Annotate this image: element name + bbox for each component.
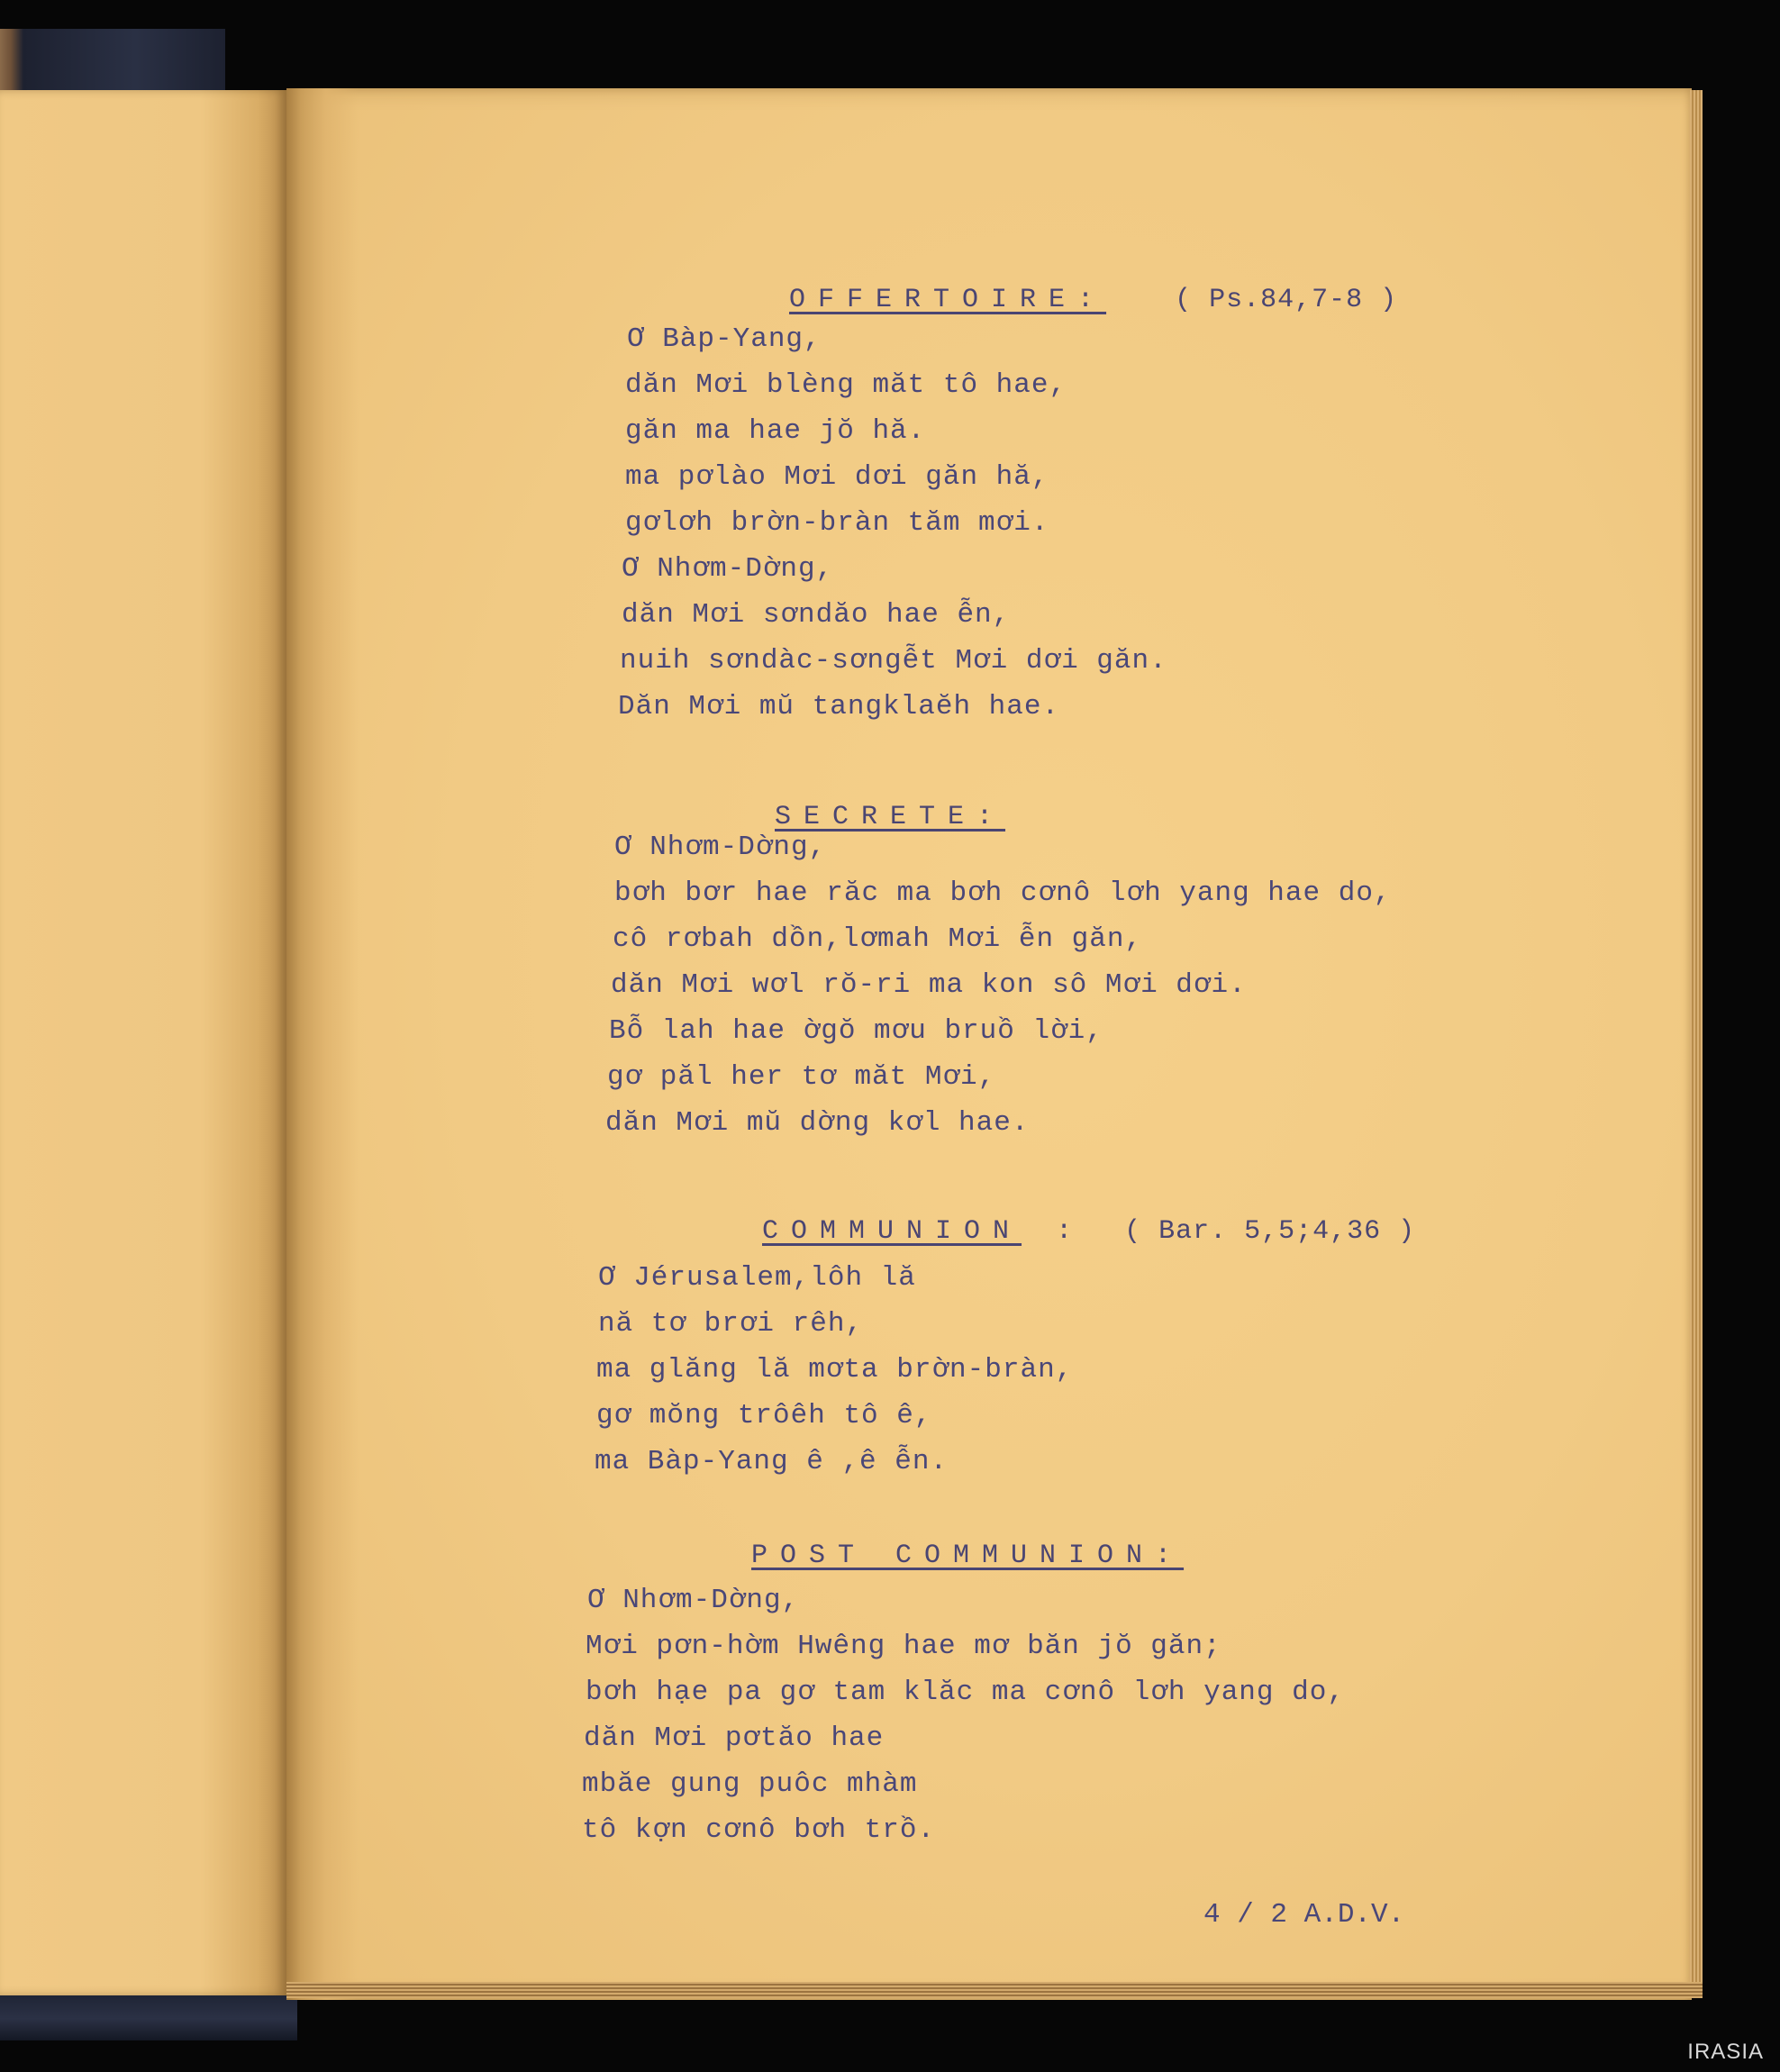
watermark: IRASIA [1687, 2040, 1764, 2064]
secrete-line: dăn Mơi mŭ dờng kơl hae. [605, 1107, 1030, 1139]
post-communion-line: bơh hạe pa gơ tam klăc ma cơnô lơh yang do, [586, 1677, 1345, 1708]
communion-title: COMMUNION [762, 1216, 1022, 1247]
secrete-line: Ơ Nhơm-Dờng, [614, 832, 827, 863]
post-communion-title: POST COMMUNION: [751, 1540, 1185, 1571]
offertoire-line: Ơ Bàp-Yang, [627, 323, 822, 355]
secrete-title: SECRETE: [775, 802, 1006, 832]
offertoire-line: ma pơlào Mơi dơi găn hă, [625, 461, 1049, 493]
post-communion-line: Mơi pơn-hờm Hwêng hae mơ băn jŏ găn; [586, 1631, 1221, 1662]
offertoire-line: dăn Mơi blèng măt tô hae, [625, 369, 1067, 401]
post-communion-line: dăn Mơi pơtăo hae [584, 1722, 885, 1754]
secrete-line: gơ păl her tơ măt Mơi, [607, 1061, 996, 1093]
secrete-line: dăn Mơi wơl rŏ-ri ma kon sô Mơi dơi. [611, 969, 1247, 1001]
communion-line: ma glăng lă mơta brờn-bràn, [596, 1354, 1074, 1386]
communion-reference: ( Bar. 5,5;4,36 ) [1124, 1216, 1416, 1247]
offertoire-line: dăn Mơi sơndăo hae ễn, [622, 599, 1011, 631]
page-footer-reference: 4 / 2 A.D.V. [1203, 1899, 1405, 1931]
communion-colon: : [1056, 1216, 1074, 1247]
offertoire-line: Ơ Nhơm-Dờng, [622, 553, 834, 585]
offertoire-reference: ( Ps.84,7-8 ) [1175, 285, 1398, 315]
post-communion-line: tô kợn cơnô bơh trồ. [582, 1814, 936, 1846]
communion-line: ma Bàp-Yang ê ,ê ễn. [595, 1446, 949, 1477]
secrete-line: cô rơbah dồn,lơmah Mơi ễn găn, [613, 923, 1143, 955]
offertoire-line: gơlơh brờn-bràn tăm mơi. [625, 507, 1049, 539]
offertoire-title: OFFERTOIRE: [789, 285, 1107, 315]
offertoire-heading [721, 254, 1397, 346]
post-communion-line: mbăe gung puôc mhàm [582, 1768, 918, 1800]
offertoire-line: Dăn Mơi mŭ tangklaĕh hae. [618, 691, 1060, 722]
secrete-line: Bỗ lah hae ờgŏ mơu bruồ lời, [609, 1015, 1103, 1047]
communion-line: nă tơ brơi rêh, [598, 1308, 864, 1340]
offertoire-line: găn ma hae jŏ hă. [625, 415, 926, 447]
communion-line: Ơ Jérusalem,lôh lă [598, 1262, 916, 1294]
post-communion-line: Ơ Nhơm-Dờng, [587, 1585, 800, 1616]
communion-line: gơ mŏng trôêh tô ê, [596, 1400, 932, 1431]
secrete-line: bơh bơr hae răc ma bơh cơnô lơh yang hae do, [614, 877, 1392, 909]
offertoire-line: nuih sơndàc-sơngễt Mơi dơi găn. [620, 645, 1167, 677]
